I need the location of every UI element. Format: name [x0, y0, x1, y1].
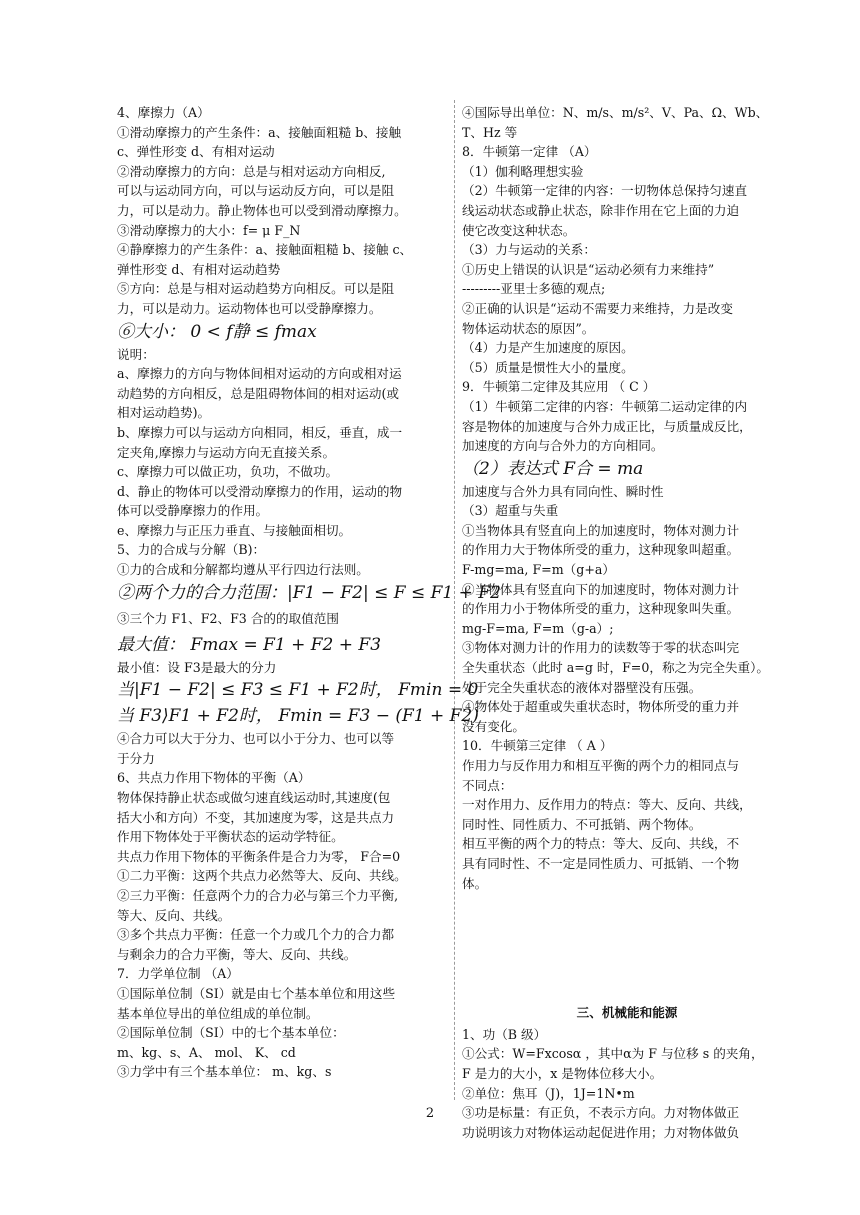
right-column-line: 线运动状态或静止状态，除非作用在它上面的力迫 — [462, 202, 740, 218]
left-column-line: 力，可以是动力。静止物体也可以受到滑动摩擦力。 — [117, 202, 407, 218]
right-column-line: （2）牛顿第一定律的内容：一切物体总保持匀速直 — [462, 183, 748, 199]
left-column-line: 6、共点力作用下物体的平衡（A） — [117, 770, 311, 786]
left-column-line: a、摩擦力的方向与物体间相对运动的方向或相对运 — [117, 366, 402, 382]
right-column-line: ②当物体具有竖直向下的加速度时，物体对测力计 — [462, 581, 740, 597]
right-column-line: 全失重状态（此时 a=g 时，F=0，称之为完全失重）。 — [462, 660, 770, 676]
right-column-line: （3）超重与失重 — [462, 503, 559, 519]
left-column-line: 基本单位导出的单位组成的单位制。 — [117, 1005, 319, 1021]
left-column-line: 最小值：设 F3是最大的分力 — [117, 659, 277, 675]
right-column-line: 体。 — [462, 875, 488, 891]
right-column-line: （5）质量是惯性大小的量度。 — [462, 359, 634, 375]
left-column-line: 力，可以是动力。运动物体也可以受静摩擦力。 — [117, 300, 382, 316]
right-column-line: ①当物体具有竖直向上的加速度时，物体对测力计 — [462, 522, 740, 538]
left-column-line: ①滑动摩擦力的产生条件：a、接触面粗糙 b、接触 — [117, 124, 402, 140]
left-column-line: ③力学中有三个基本单位： m、kg、s — [117, 1064, 332, 1080]
right-column-line: 一对作用力、反作用力的特点：等大、反向、共线， — [462, 797, 752, 813]
left-column-line: ④静摩擦力的产生条件：a、接触面粗糙 b、接触 c、 — [117, 242, 413, 258]
left-column-line: ③滑动摩擦力的大小：f= μ F_N — [117, 222, 301, 238]
left-column-line: ①力的合成和分解都均遵从平行四边行法则。 — [117, 562, 369, 578]
right-column-line: （3）力与运动的关系： — [462, 242, 596, 258]
left-column-line: 共点力作用下物体的平衡条件是合力为零， F合=0 — [117, 848, 401, 864]
left-column-line: 4、摩擦力（A） — [117, 105, 210, 120]
left-column-line: 动趋势的方向相反，总是阻碍物体间的相对运动(或 — [117, 385, 399, 401]
right-column-line: ---------亚里士多德的观点; — [462, 281, 606, 297]
right-column-line: 使它改变这种状态。 — [462, 222, 576, 238]
right-column-line: mg-F=ma, F=m（g-a）; — [462, 620, 614, 636]
right-column-line: 10．牛顿第三定律 （ A ） — [462, 738, 613, 754]
left-column-line: 于分力 — [117, 750, 155, 766]
right-column-line: ③物体对测力计的作用力的读数等于零的状态叫完 — [462, 640, 740, 656]
left-column-line: 当 F3⟩F1 + F2时， Fmin = F3 − (F1 + F2) — [117, 706, 479, 727]
right-column-line: （1）伽利略理想实验 — [462, 163, 584, 179]
left-column-line: 7．力学单位制 （A） — [117, 966, 239, 982]
left-column-line: 与剩余力的合力平衡，等大、反向、共线。 — [117, 946, 357, 962]
left-column-line: 当|F1 − F2| ≤ F3 ≤ F1 + F2时， Fmin = 0 — [117, 680, 479, 701]
right-column-line: 处于完全失重状态的液体对器壁没有压强。 — [462, 679, 702, 695]
right-column-line: 容是物体的加速度与合外力成正比，与质量成反比， — [462, 418, 752, 434]
left-column-line: 最大值： Fmax = F1 + F2 + F3 — [117, 634, 382, 655]
right-column-line: 物体运动状态的原因”。 — [462, 320, 595, 336]
right-column-line: 9．牛顿第二定律及其应用 （ C ） — [462, 379, 656, 395]
left-column-line: 等大、反向、共线。 — [117, 907, 231, 923]
right-column-line: F-mg=ma, F=m（g+a） — [462, 562, 615, 578]
right-column-line: 同时性、同性质力、不可抵销、两个物体。 — [462, 816, 702, 832]
left-column-line: 物体保持静止状态或做匀速直线运动时,其速度(包 — [117, 790, 391, 806]
left-column-line: ③多个共点力平衡：任意一个力或几个力的合力都 — [117, 927, 395, 943]
left-column-line: 定夹角,摩擦力与运动方向无直接关系。 — [117, 444, 336, 460]
left-column-line: ⑤方向：总是与相对运动趋势方向相反。可以是阻 — [117, 281, 395, 297]
left-column-line: ②滑动摩擦力的方向：总是与相对运动方向相反, — [117, 163, 386, 179]
right-column-line: T、Hz 等 — [462, 124, 518, 140]
right-column-2-line: 1、功（B 级） — [462, 1026, 547, 1042]
right-column — [462, 103, 792, 1142]
left-column-line: c、弹性形变 d、有相对运动 — [117, 144, 275, 160]
right-column-line: 不同点： — [462, 777, 513, 793]
right-column-2-line: ②单位：焦耳（J)，1J=1N•m — [462, 1085, 635, 1101]
right-column-line: 作用力与反作用力和相互平衡的两个力的相同点与 — [462, 758, 740, 773]
right-column-2-line: F 是力的大小，x 是物体位移大小。 — [462, 1065, 663, 1081]
right-column-2-line: ③功是标量：有正负，不表示方向。力对物体做正 — [462, 1105, 740, 1121]
right-column-line: 加速度与合外力具有同向性、瞬时性 — [462, 483, 664, 499]
left-column-line: 说明： — [117, 346, 155, 362]
left-column-line: 作用下物体处于平衡状态的运动学特征。 — [117, 829, 344, 845]
right-column-line: 相互平衡的两个力的特点：等大、反向、共线，不 — [462, 836, 740, 852]
right-column-2-line: 功说明该力对物体运动起促进作用；力对物体做负 — [462, 1124, 740, 1140]
left-column-line: ⑥大小： 0 < f静 ≤ fmax — [117, 321, 317, 342]
right-column-line: ②正确的认识是“运动不需要力来维持，力是改变 — [462, 300, 733, 316]
right-column-line: 具有同时性、不一定是同性质力、可抵销、一个物 — [462, 855, 740, 871]
right-column-line: 没有变化。 — [462, 718, 525, 734]
left-column-line: 括大小和方向）不变，其加速度为零，这是共点力 — [117, 809, 395, 825]
section-title: 三、机械能和能源 — [576, 1005, 678, 1021]
left-column-line: ①二力平衡：这两个共点力必然等大、反向、共线。 — [117, 868, 407, 884]
left-column-line: 相对运动趋势)。 — [117, 405, 211, 421]
right-column-line: 的作用力小于物体所受的重力，这种现象叫失重。 — [462, 601, 740, 617]
left-column-line: ②国际单位制（SI）中的七个基本单位： — [117, 1025, 345, 1041]
left-column-line: ①国际单位制（SI）就是由七个基本单位和用这些 — [117, 985, 396, 1001]
right-column-line: ①历史上错误的认识是“运动必须有力来维持” — [462, 261, 715, 277]
left-column-line: b、摩擦力可以与运动方向相同，相反，垂直，成一 — [117, 424, 403, 440]
right-column-line: （1）牛顿第二定律的内容：牛顿第二运动定律的内 — [462, 398, 748, 414]
page-number: 2 — [425, 1106, 435, 1121]
left-column-line: m、kg、s、A、 mol、 K、 cd — [117, 1044, 296, 1060]
left-column-line: 可以与运动同方向，可以与运动反方向，可以是阻 — [117, 183, 395, 199]
right-column-line: （4）力是产生加速度的原因。 — [462, 340, 634, 356]
right-column-line: （2）表达式 F合 = ma — [462, 458, 644, 479]
left-column-line: ②两个力的合力范围：|F1 − F2| ≤ F ≤ F1 + F2 — [117, 582, 501, 603]
right-column-line: 的作用力大于物体所受的重力，这种现象叫超重。 — [462, 542, 740, 558]
right-column-line: ④物体处于超重或失重状态时，物体所受的重力并 — [462, 699, 740, 715]
left-column-line: d、静止的物体可以受滑动摩擦力的作用，运动的物 — [117, 483, 403, 499]
left-column-line: 5、力的合成与分解（B)： — [117, 542, 266, 558]
left-column-line: ④合力可以大于分力、也可以小于分力、也可以等 — [117, 731, 395, 747]
right-column-line: 加速度的方向与合外力的方向相同。 — [462, 438, 664, 454]
right-column-line: 8．牛顿第一定律 （A） — [462, 144, 597, 160]
right-column-2-line: ①公式：W=Fxcosα ，其中α为 F 与位移 s 的夹角， — [462, 1046, 764, 1062]
left-column-line: c、摩擦力可以做正功，负功，不做功。 — [117, 464, 339, 480]
left-column-line: ②三力平衡：任意两个力的合力必与第三个力平衡, — [117, 888, 399, 903]
left-column-line: 体可以受静摩擦力的作用。 — [117, 503, 269, 519]
right-column-line: ④国际导出单位：N、m/s、m/s²、V、Pa、Ω、Wb、 — [462, 105, 769, 120]
left-column-line: ③三个力 F1、F2、F3 合的的取值范围 — [117, 610, 339, 626]
left-column-line: 弹性形变 d、有相对运动趋势 — [117, 261, 281, 277]
left-column-line: e、摩擦力与正压力垂直、与接触面相切。 — [117, 522, 352, 538]
